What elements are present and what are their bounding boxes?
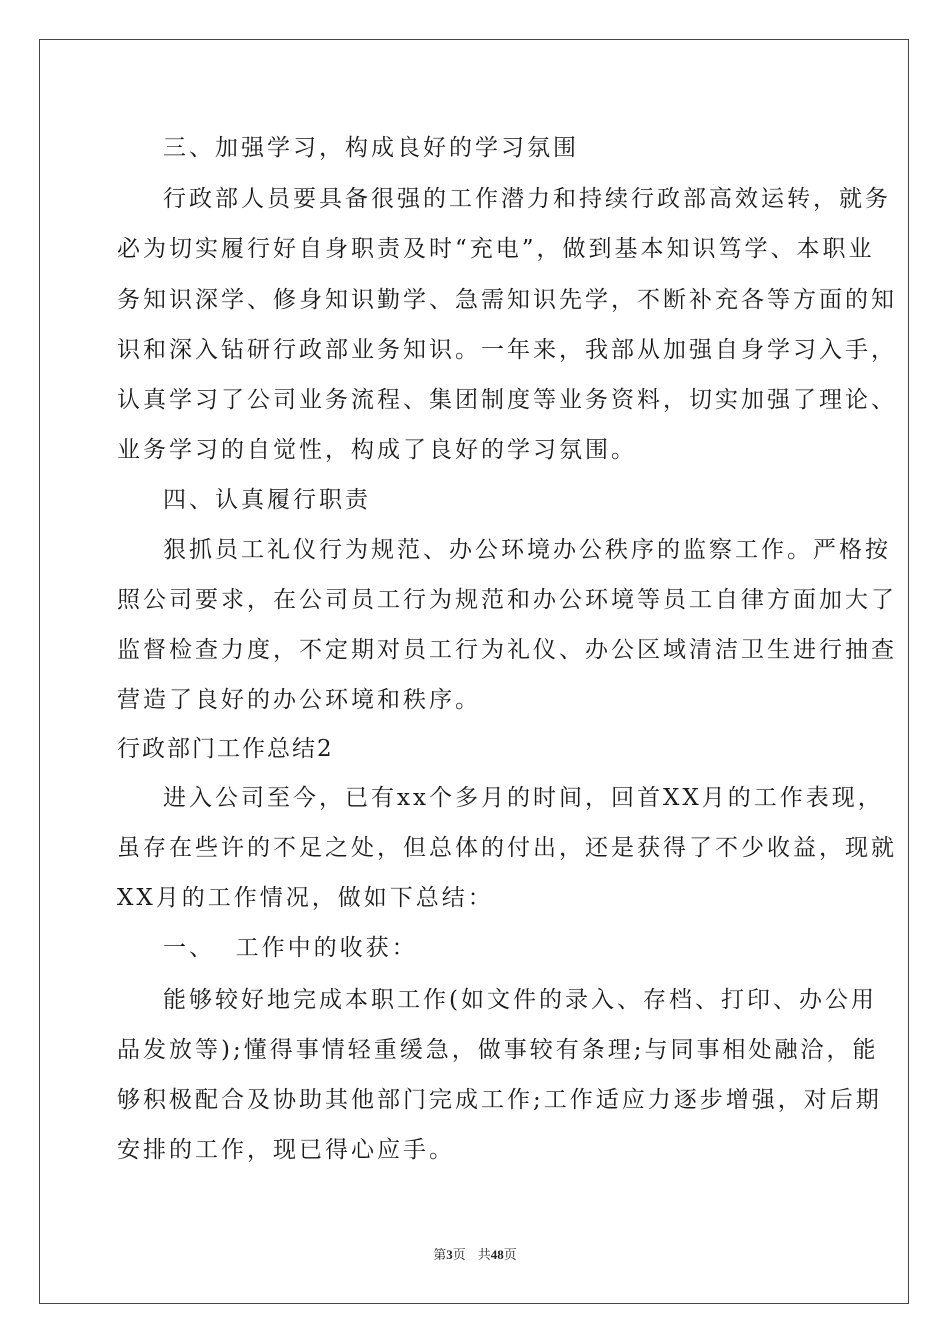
paragraph-line: 识和深入钻研行政部业务知识。一年来，我部从加强自身学习入手， (117, 337, 897, 363)
page-number: 3 (446, 1247, 453, 1262)
paragraph-line: 认真学习了公司业务流程、集团制度等业务资料，切实加强了理论、 (117, 387, 897, 413)
paragraph-line: XX月的工作情况，做如下总结： (117, 885, 494, 911)
paragraph-line: 行政部人员要具备很强的工作潜力和持续行政部高效运转，就务 (163, 186, 891, 212)
paragraph-line: 必为切实履行好自身职责及时“充电”，做到基本知识笃学、本职业 (117, 236, 875, 262)
page-prefix: 第 (433, 1247, 447, 1262)
paragraph-line: 狠抓员工礼仪行为规范、办公环境办公秩序的监察工作。严格按 (163, 537, 891, 563)
total-pages: 48 (490, 1247, 504, 1262)
paragraph-line: 监督检查力度，不定期对员工行为礼仪、办公区域清洁卫生进行抽查 (117, 637, 897, 663)
section-4-heading: 四、认真履行职责 (163, 487, 371, 513)
total-prefix: 共 (477, 1247, 491, 1262)
section-3-heading: 三、加强学习，构成良好的学习氛围 (163, 135, 579, 161)
page-footer (0, 1246, 950, 1264)
paragraph-line: 虽存在些许的不足之处，但总体的付出，还是获得了不少收益，现就 (117, 835, 897, 861)
page-suffix: 页 (452, 1247, 466, 1262)
paragraph-line: 进入公司至今，已有xx个多月的时间，回首XX月的工作表现， (163, 785, 884, 811)
paragraph-line: 务知识深学、修身知识勤学、急需知识先学，不断补充各等方面的知 (117, 287, 897, 313)
paragraph-line: 照公司要求，在公司员工行为规范和办公环境等员工自律方面加大了 (117, 587, 897, 613)
paragraph-line: 够积极配合及协助其他部门完成工作;工作适应力逐步增强，对后期 (117, 1087, 882, 1113)
document-2-title: 行政部门工作总结2 (117, 736, 334, 762)
paragraph-line: 安排的工作，现已得心应手。 (117, 1137, 455, 1163)
paragraph-line: 品发放等);懂得事情轻重缓急，做事较有条理;与同事相处融洽，能 (117, 1037, 879, 1063)
paragraph-line: 营造了良好的办公环境和秩序。 (117, 687, 481, 713)
sub-heading: 一、 工作中的收获： (163, 935, 418, 961)
total-suffix: 页 (503, 1247, 517, 1262)
paragraph-line: 业务学习的自觉性，构成了良好的学习氛围。 (117, 437, 637, 463)
paragraph-line: 能够较好地完成本职工作(如文件的录入、存档、打印、办公用 (163, 987, 877, 1013)
